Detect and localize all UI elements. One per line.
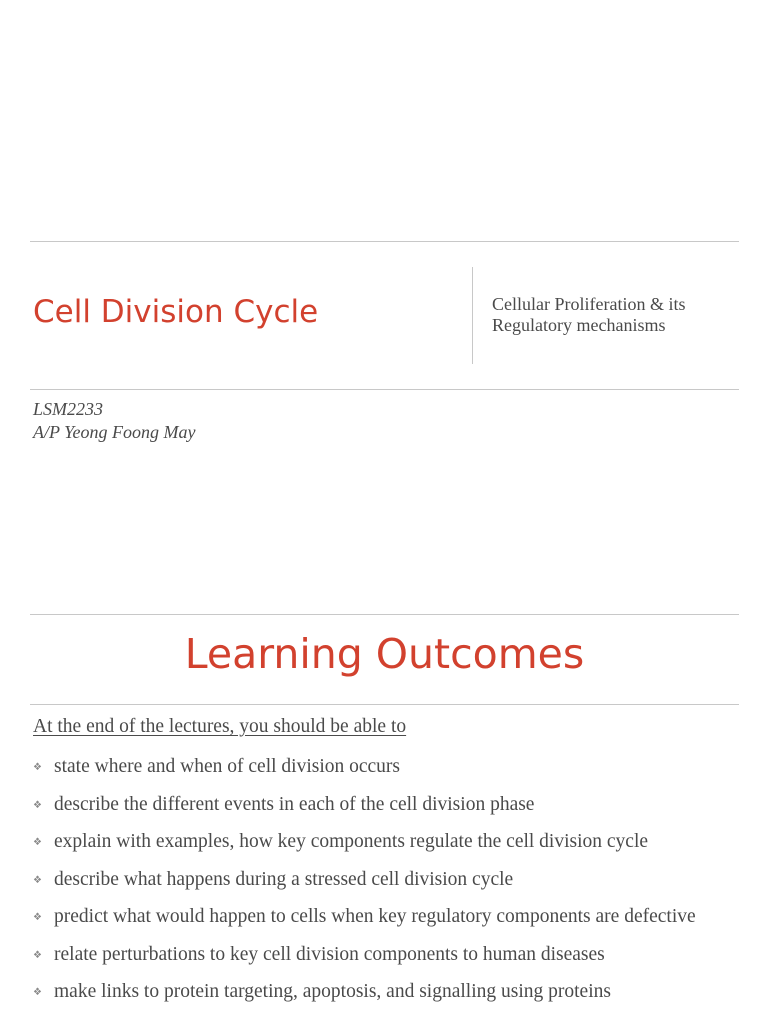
- diamond-bullet-icon: ❖: [33, 912, 42, 923]
- outcomes-list: [33, 754, 743, 1017]
- list-item-text: state where and when of cell division occurs: [54, 756, 401, 777]
- list-item-text: describe the different events in each of the cell division phase: [54, 793, 535, 815]
- top-divider: [30, 241, 739, 242]
- list-item: [33, 867, 743, 892]
- slide-title: Cell Division Cycle: [33, 294, 319, 330]
- diamond-bullet-icon: ❖: [33, 762, 42, 773]
- diamond-bullet-icon: ❖: [33, 987, 42, 998]
- list-item-text: predict what would happen to cells when key regulatory components are defective: [54, 906, 696, 927]
- list-item: [33, 979, 743, 1004]
- course-code: LSM2233: [33, 399, 104, 419]
- learning-outcomes-title: Learning Outcomes: [184, 630, 585, 678]
- title-divider: [30, 704, 739, 705]
- list-item: [33, 754, 743, 779]
- diamond-bullet-icon: ❖: [33, 837, 42, 848]
- slide-top-divider: [30, 614, 739, 615]
- vertical-divider: [472, 267, 473, 364]
- diamond-bullet-icon: ❖: [33, 874, 42, 886]
- list-item: [33, 792, 743, 817]
- list-item-text: relate perturbations to key cell division components to human diseases: [54, 943, 605, 965]
- slide-subtitle: Cellular Proliferation & its Regulatory mechanisms: [492, 294, 686, 335]
- diamond-bullet-icon: ❖: [33, 949, 42, 961]
- list-item-text: explain with examples, how key components regulate the cell division cycle: [54, 831, 649, 852]
- lead-sentence: At the end of the lectures, you should be able to: [33, 716, 407, 737]
- bottom-divider: [30, 389, 739, 390]
- course-info: [33, 398, 196, 444]
- lecturer-name: A/P Yeong Foong May: [33, 422, 196, 442]
- list-item-text: describe what happens during a stressed cell division cycle: [54, 868, 514, 890]
- list-item: [33, 829, 743, 854]
- list-item-text: make links to protein targeting, apoptosis, and signalling using proteins: [54, 981, 611, 1002]
- list-item: [33, 904, 743, 929]
- diamond-bullet-icon: ❖: [33, 799, 42, 811]
- list-item: [33, 942, 743, 967]
